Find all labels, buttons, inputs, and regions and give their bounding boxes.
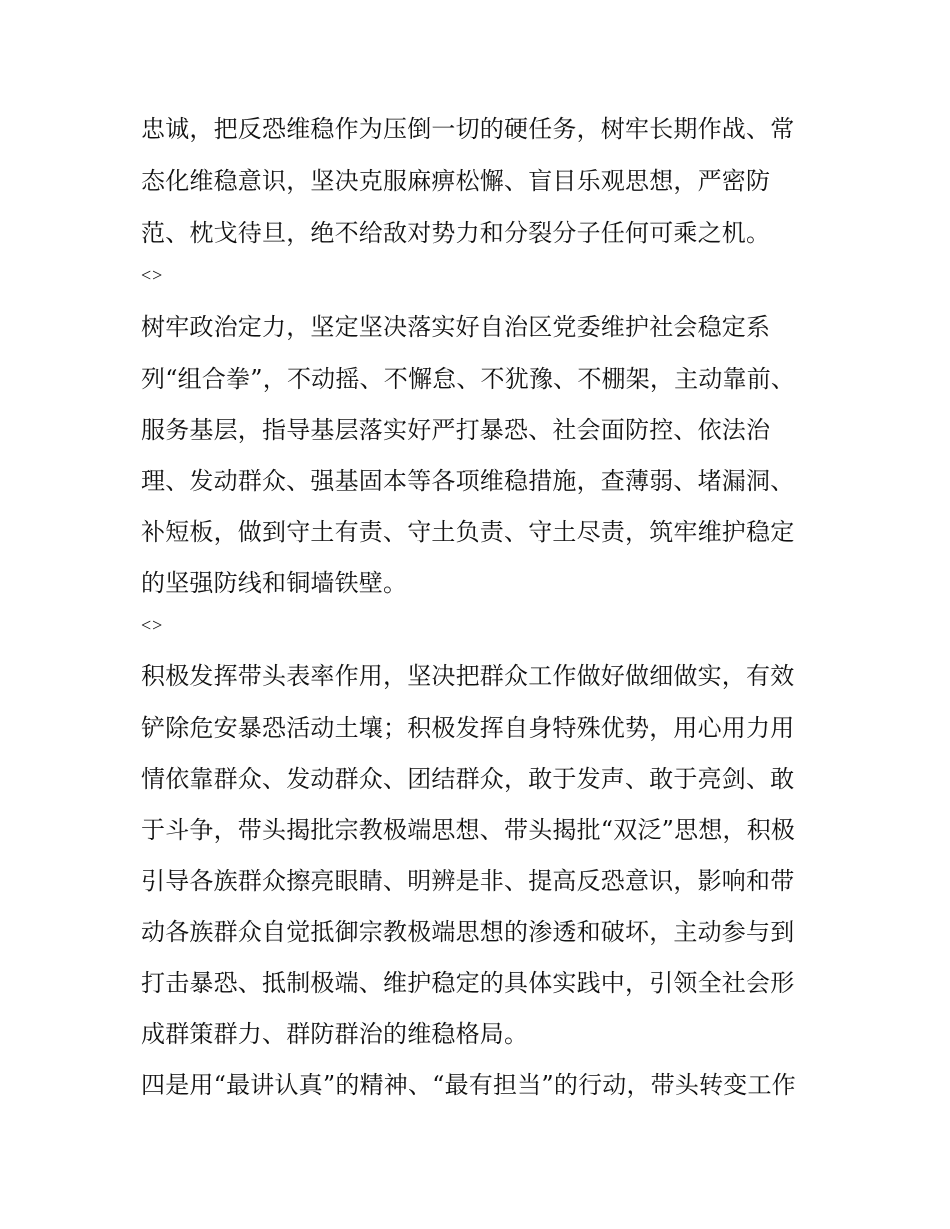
- separator-1: <>: [141, 265, 164, 285]
- paragraph-2-line-5: 补短板，做到守土有责、守土负责、守土尽责，筑牢维护稳定: [141, 518, 795, 546]
- paragraph-3-line-4: 于斗争，带头揭批宗教极端思想、带头揭批“双泛”思想，积极: [141, 816, 796, 844]
- paragraph-2-line-4: 理、发动群众、强基固本等各项维稳措施，查薄弱、堵漏洞、: [141, 467, 795, 495]
- paragraph-2-line-1: 树牢政治定力，坚定坚决落实好自治区党委维护社会稳定系: [141, 313, 771, 341]
- paragraph-3-line-7: 打击暴恐、抵制极端、维护稳定的具体实践中，引领全社会形: [141, 969, 795, 997]
- paragraph-1-line-3: 范、枕戈待旦，绝不给敌对势力和分裂分子任何可乘之机。: [141, 219, 771, 247]
- paragraph-3-line-8: 成群策群力、群防群治的维稳格局。: [141, 1020, 529, 1048]
- paragraph-3-line-1: 积极发挥带头表率作用，坚决把群众工作做好做细做实，有效: [141, 662, 795, 690]
- paragraph-3-line-5: 引导各族群众擦亮眼睛、明辨是非、提高反恐意识，影响和带: [141, 867, 795, 895]
- paragraph-3-line-6: 动各族群众自觉抵御宗教极端思想的渗透和破坏，主动参与到: [141, 918, 795, 946]
- paragraph-2-line-2: 列“组合拳”，不动摇、不懈怠、不犹豫、不棚架，主动靠前、: [141, 365, 796, 393]
- paragraph-3-line-2: 铲除危安暴恐活动土壤；积极发挥自身特殊优势，用心用力用: [141, 714, 795, 742]
- paragraph-2-line-3: 服务基层，指导基层落实好严打暴恐、社会面防控、依法治: [141, 416, 771, 444]
- paragraph-2-line-6: 的坚强防线和铜墙铁壁。: [141, 569, 408, 597]
- paragraph-1-line-1: 忠诚，把反恐维稳作为压倒一切的硬任务，树牢长期作战、常: [141, 115, 795, 143]
- paragraph-4-line-1: 四是用“最讲认真”的精神、“最有担当”的行动，带头转变工作: [141, 1071, 796, 1099]
- separator-2: <>: [141, 615, 164, 635]
- paragraph-3-line-3: 情依靠群众、发动群众、团结群众，敢于发声、敢于亮剑、敢: [141, 765, 795, 793]
- paragraph-1-line-2: 态化维稳意识，坚决克服麻痹松懈、盲目乐观思想，严密防: [141, 167, 771, 195]
